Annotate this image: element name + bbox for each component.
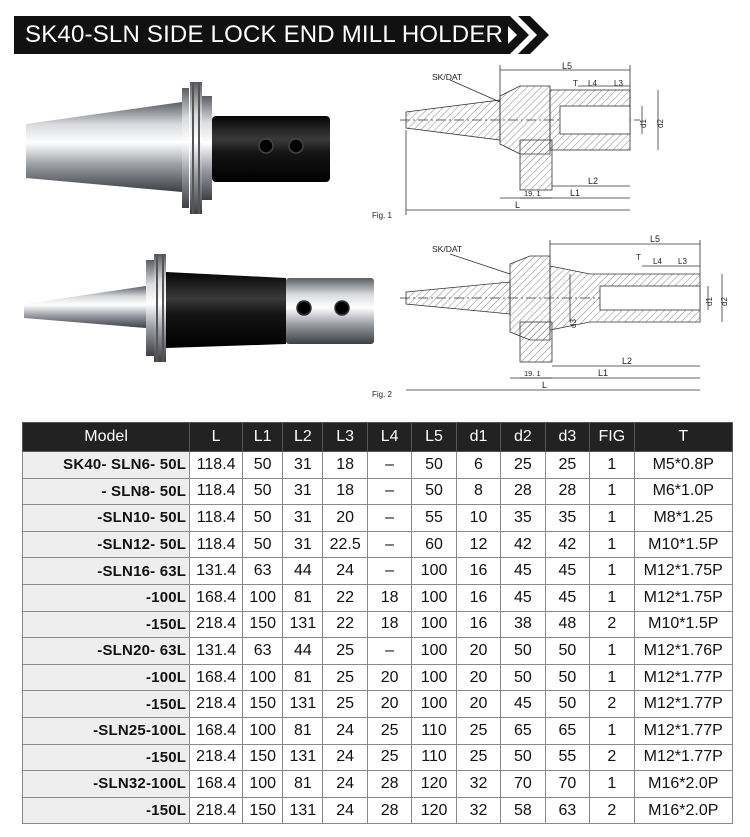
table-row (23, 452, 733, 479)
table-cell: 25 (367, 717, 411, 744)
table-cell: M8*1.25 (634, 505, 732, 532)
table-cell: 31 (283, 452, 323, 479)
table-cell: 16 (456, 584, 500, 611)
table-cell: 24 (323, 771, 367, 798)
table-cell: 50 (243, 531, 283, 558)
table-cell: 18 (323, 478, 367, 505)
table-cell: 12 (456, 531, 500, 558)
header-cell: L5 (412, 423, 456, 452)
table-cell: M12*1.77P (634, 664, 732, 691)
model-cell: -100L (23, 584, 190, 611)
fig2-label-taper: SK/DAT (432, 244, 463, 254)
table-cell: 55 (545, 744, 589, 771)
table-cell: 150 (243, 744, 283, 771)
table-cell: 150 (243, 691, 283, 718)
table-cell: 45 (501, 691, 545, 718)
table-cell: 100 (243, 717, 283, 744)
table-cell: 55 (412, 505, 456, 532)
table-cell: 118.4 (190, 505, 243, 532)
chevron-arrows-icon (498, 16, 562, 54)
table-row (23, 638, 733, 665)
model-cell: SK40- SLN6- 50L (23, 452, 190, 479)
header-cell: FIG (590, 423, 634, 452)
table-cell: 1 (590, 452, 634, 479)
table-row (23, 797, 733, 824)
table-row (23, 478, 733, 505)
table-cell: 50 (501, 664, 545, 691)
page-title: SK40-SLN SIDE LOCK END MILL HOLDER (14, 16, 508, 54)
header-cell: L4 (367, 423, 411, 452)
table-cell: 32 (456, 797, 500, 824)
table-cell: 20 (367, 691, 411, 718)
table-cell: 25 (323, 664, 367, 691)
table-cell: 168.4 (190, 717, 243, 744)
table-cell: 20 (367, 664, 411, 691)
table-cell: 35 (501, 505, 545, 532)
fig2-label-19: 19. 1 (524, 369, 541, 378)
table-cell: 2 (590, 611, 634, 638)
table-cell: 150 (243, 611, 283, 638)
holder-photo-2 (24, 254, 374, 362)
table-cell: 18 (323, 452, 367, 479)
fig1-caption: Fig. 1 (372, 211, 393, 220)
table-cell: M16*2.0P (634, 771, 732, 798)
product-photos (14, 66, 374, 396)
table-cell: M12*1.75P (634, 558, 732, 585)
table-cell: 48 (545, 611, 589, 638)
table-cell: – (367, 452, 411, 479)
table-cell: 131 (283, 744, 323, 771)
table-cell: 20 (456, 638, 500, 665)
table-cell: 218.4 (190, 797, 243, 824)
fig1-label-l3: L3 (614, 79, 623, 88)
fig1-label-l5: L5 (562, 61, 573, 71)
table-cell: 50 (545, 691, 589, 718)
table-cell: M12*1.75P (634, 584, 732, 611)
table-cell: 1 (590, 531, 634, 558)
table-cell: M16*2.0P (634, 797, 732, 824)
table-row (23, 744, 733, 771)
fig1-label-taper: SK/DAT (432, 72, 463, 82)
table-cell: 20 (323, 505, 367, 532)
table-cell: M12*1.76P (634, 638, 732, 665)
fig2-label-d1: d1 (705, 297, 714, 306)
fig2-label-l4: L4 (653, 257, 662, 266)
header-cell: d2 (501, 423, 545, 452)
fig2-label-d3: d3 (569, 319, 578, 328)
fig2-label-l1: L1 (598, 368, 609, 378)
table-cell: 1 (590, 771, 634, 798)
table-cell: 100 (412, 638, 456, 665)
table-cell: 81 (283, 664, 323, 691)
table-cell: 50 (501, 638, 545, 665)
model-cell: -SLN16- 63L (23, 558, 190, 585)
table-header-row (23, 423, 733, 452)
fig2-label-l: L (542, 380, 548, 390)
table-cell: – (367, 558, 411, 585)
table-cell: 50 (412, 452, 456, 479)
header-cell: d1 (456, 423, 500, 452)
table-cell: 63 (243, 558, 283, 585)
table-cell: 18 (367, 584, 411, 611)
table-cell: 50 (243, 478, 283, 505)
table-cell: 8 (456, 478, 500, 505)
table-cell: – (367, 478, 411, 505)
table-cell: 1 (590, 584, 634, 611)
table-row (23, 771, 733, 798)
table-cell: 31 (283, 531, 323, 558)
header-cell: L3 (323, 423, 367, 452)
table-cell: 6 (456, 452, 500, 479)
table-cell: 1 (590, 505, 634, 532)
table-cell: 50 (412, 478, 456, 505)
table-cell: 44 (283, 638, 323, 665)
model-cell: -SLN12- 50L (23, 531, 190, 558)
fig1-label-19: 19. 1 (524, 189, 541, 198)
model-cell: -SLN32-100L (23, 771, 190, 798)
table-cell: M5*0.8P (634, 452, 732, 479)
table-cell: 1 (590, 717, 634, 744)
drawing-fig-2 (400, 240, 722, 390)
spec-table (22, 422, 733, 824)
table-cell: 44 (283, 558, 323, 585)
table-cell: 65 (501, 717, 545, 744)
table-cell: 100 (243, 664, 283, 691)
table-cell: 60 (412, 531, 456, 558)
fig2-label-l2: L2 (622, 356, 633, 366)
table-cell: 50 (243, 505, 283, 532)
table-cell: 28 (545, 478, 589, 505)
table-cell: M10*1.5P (634, 611, 732, 638)
table-cell: 45 (501, 584, 545, 611)
table-cell: 38 (501, 611, 545, 638)
table-cell: 168.4 (190, 584, 243, 611)
table-cell: M12*1.77P (634, 744, 732, 771)
table-cell: 20 (456, 664, 500, 691)
model-cell: -SLN20- 63L (23, 638, 190, 665)
table-row (23, 664, 733, 691)
table-cell: – (367, 638, 411, 665)
table-cell: 22 (323, 584, 367, 611)
table-row (23, 584, 733, 611)
model-cell: -150L (23, 797, 190, 824)
table-cell: 50 (501, 744, 545, 771)
table-cell: 16 (456, 611, 500, 638)
table-cell: 25 (545, 452, 589, 479)
table-cell: 31 (283, 478, 323, 505)
technical-drawings (370, 60, 740, 405)
table-cell: 118.4 (190, 531, 243, 558)
table-cell: 22.5 (323, 531, 367, 558)
table-cell: 81 (283, 584, 323, 611)
table-cell: – (367, 531, 411, 558)
table-row (23, 505, 733, 532)
table-cell: 100 (412, 611, 456, 638)
table-cell: 218.4 (190, 691, 243, 718)
table-cell: 100 (412, 558, 456, 585)
table-cell: 118.4 (190, 478, 243, 505)
table-cell: 131.4 (190, 638, 243, 665)
table-cell: 18 (367, 611, 411, 638)
table-cell: 63 (243, 638, 283, 665)
table-cell: M12*1.77P (634, 717, 732, 744)
model-cell: -150L (23, 611, 190, 638)
table-row (23, 531, 733, 558)
table-cell: M6*1.0P (634, 478, 732, 505)
table-cell: 25 (323, 691, 367, 718)
table-cell: 70 (545, 771, 589, 798)
table-cell: 24 (323, 558, 367, 585)
table-cell: 2 (590, 797, 634, 824)
header-cell: L (190, 423, 243, 452)
table-cell: 45 (501, 558, 545, 585)
table-cell: 16 (456, 558, 500, 585)
table-cell: 100 (412, 691, 456, 718)
table-cell: 150 (243, 797, 283, 824)
table-cell: 50 (243, 452, 283, 479)
model-cell: -SLN25-100L (23, 717, 190, 744)
table-cell: 100 (243, 584, 283, 611)
table-cell: 131 (283, 691, 323, 718)
fig1-label-d1: d1 (639, 119, 648, 128)
fig1-label-d2: d2 (656, 119, 665, 128)
model-cell: -SLN10- 50L (23, 505, 190, 532)
table-cell: 65 (545, 717, 589, 744)
table-cell: 218.4 (190, 744, 243, 771)
table-cell: 28 (367, 771, 411, 798)
fig1-label-l1: L1 (570, 188, 581, 198)
table-cell: 35 (545, 505, 589, 532)
fig2-label-t: T (636, 253, 641, 262)
table-cell: 1 (590, 638, 634, 665)
holder-photo-1 (26, 82, 330, 214)
table-cell: 28 (367, 797, 411, 824)
table-cell: 25 (367, 744, 411, 771)
table-cell: 22 (323, 611, 367, 638)
table-row (23, 611, 733, 638)
table-row (23, 717, 733, 744)
table-cell: M12*1.77P (634, 691, 732, 718)
table-cell: 28 (501, 478, 545, 505)
fig2-label-l5: L5 (650, 234, 661, 244)
table-cell: 45 (545, 558, 589, 585)
table-cell: 70 (501, 771, 545, 798)
table-cell: 25 (456, 717, 500, 744)
fig1-label-t: T (573, 79, 578, 88)
table-cell: 2 (590, 744, 634, 771)
fig2-label-l3: L3 (678, 257, 687, 266)
table-cell: 81 (283, 717, 323, 744)
table-row (23, 691, 733, 718)
table-row (23, 558, 733, 585)
fig1-label-l4: L4 (588, 79, 597, 88)
table-cell: 168.4 (190, 664, 243, 691)
table-cell: 131.4 (190, 558, 243, 585)
fig2-label-d2: d2 (720, 297, 729, 306)
table-cell: 120 (412, 771, 456, 798)
table-cell: 63 (545, 797, 589, 824)
table-cell: 32 (456, 771, 500, 798)
table-cell: 20 (456, 691, 500, 718)
table-cell: 25 (323, 638, 367, 665)
table-cell: 42 (501, 531, 545, 558)
table-cell: 24 (323, 797, 367, 824)
table-cell: 25 (501, 452, 545, 479)
table-cell: 118.4 (190, 452, 243, 479)
table-cell: 110 (412, 744, 456, 771)
table-cell: 42 (545, 531, 589, 558)
table-cell: 100 (412, 664, 456, 691)
fig1-label-l: L (515, 200, 521, 210)
model-cell: -150L (23, 691, 190, 718)
header-cell: L2 (283, 423, 323, 452)
table-cell: 58 (501, 797, 545, 824)
model-cell: - SLN8- 50L (23, 478, 190, 505)
table-cell: 110 (412, 717, 456, 744)
table-cell: 1 (590, 478, 634, 505)
table-cell: 168.4 (190, 771, 243, 798)
table-cell: M10*1.5P (634, 531, 732, 558)
table-cell: 218.4 (190, 611, 243, 638)
table-cell: 81 (283, 771, 323, 798)
table-cell: 50 (545, 664, 589, 691)
table-cell: 1 (590, 664, 634, 691)
table-cell: – (367, 505, 411, 532)
model-cell: -150L (23, 744, 190, 771)
table-cell: 2 (590, 691, 634, 718)
table-cell: 25 (456, 744, 500, 771)
table-cell: 24 (323, 717, 367, 744)
model-cell: -100L (23, 664, 190, 691)
table-cell: 31 (283, 505, 323, 532)
fig2-caption: Fig. 2 (372, 390, 393, 399)
table-cell: 1 (590, 558, 634, 585)
table-cell: 131 (283, 797, 323, 824)
header-cell: d3 (545, 423, 589, 452)
table-cell: 120 (412, 797, 456, 824)
table-cell: 24 (323, 744, 367, 771)
header-cell: L1 (243, 423, 283, 452)
header-cell: Model (23, 423, 190, 452)
table-cell: 100 (412, 584, 456, 611)
table-cell: 131 (283, 611, 323, 638)
header-cell: T (634, 423, 732, 452)
table-cell: 10 (456, 505, 500, 532)
table-cell: 50 (545, 638, 589, 665)
table-cell: 100 (243, 771, 283, 798)
fig1-label-l2: L2 (588, 176, 599, 186)
table-cell: 45 (545, 584, 589, 611)
